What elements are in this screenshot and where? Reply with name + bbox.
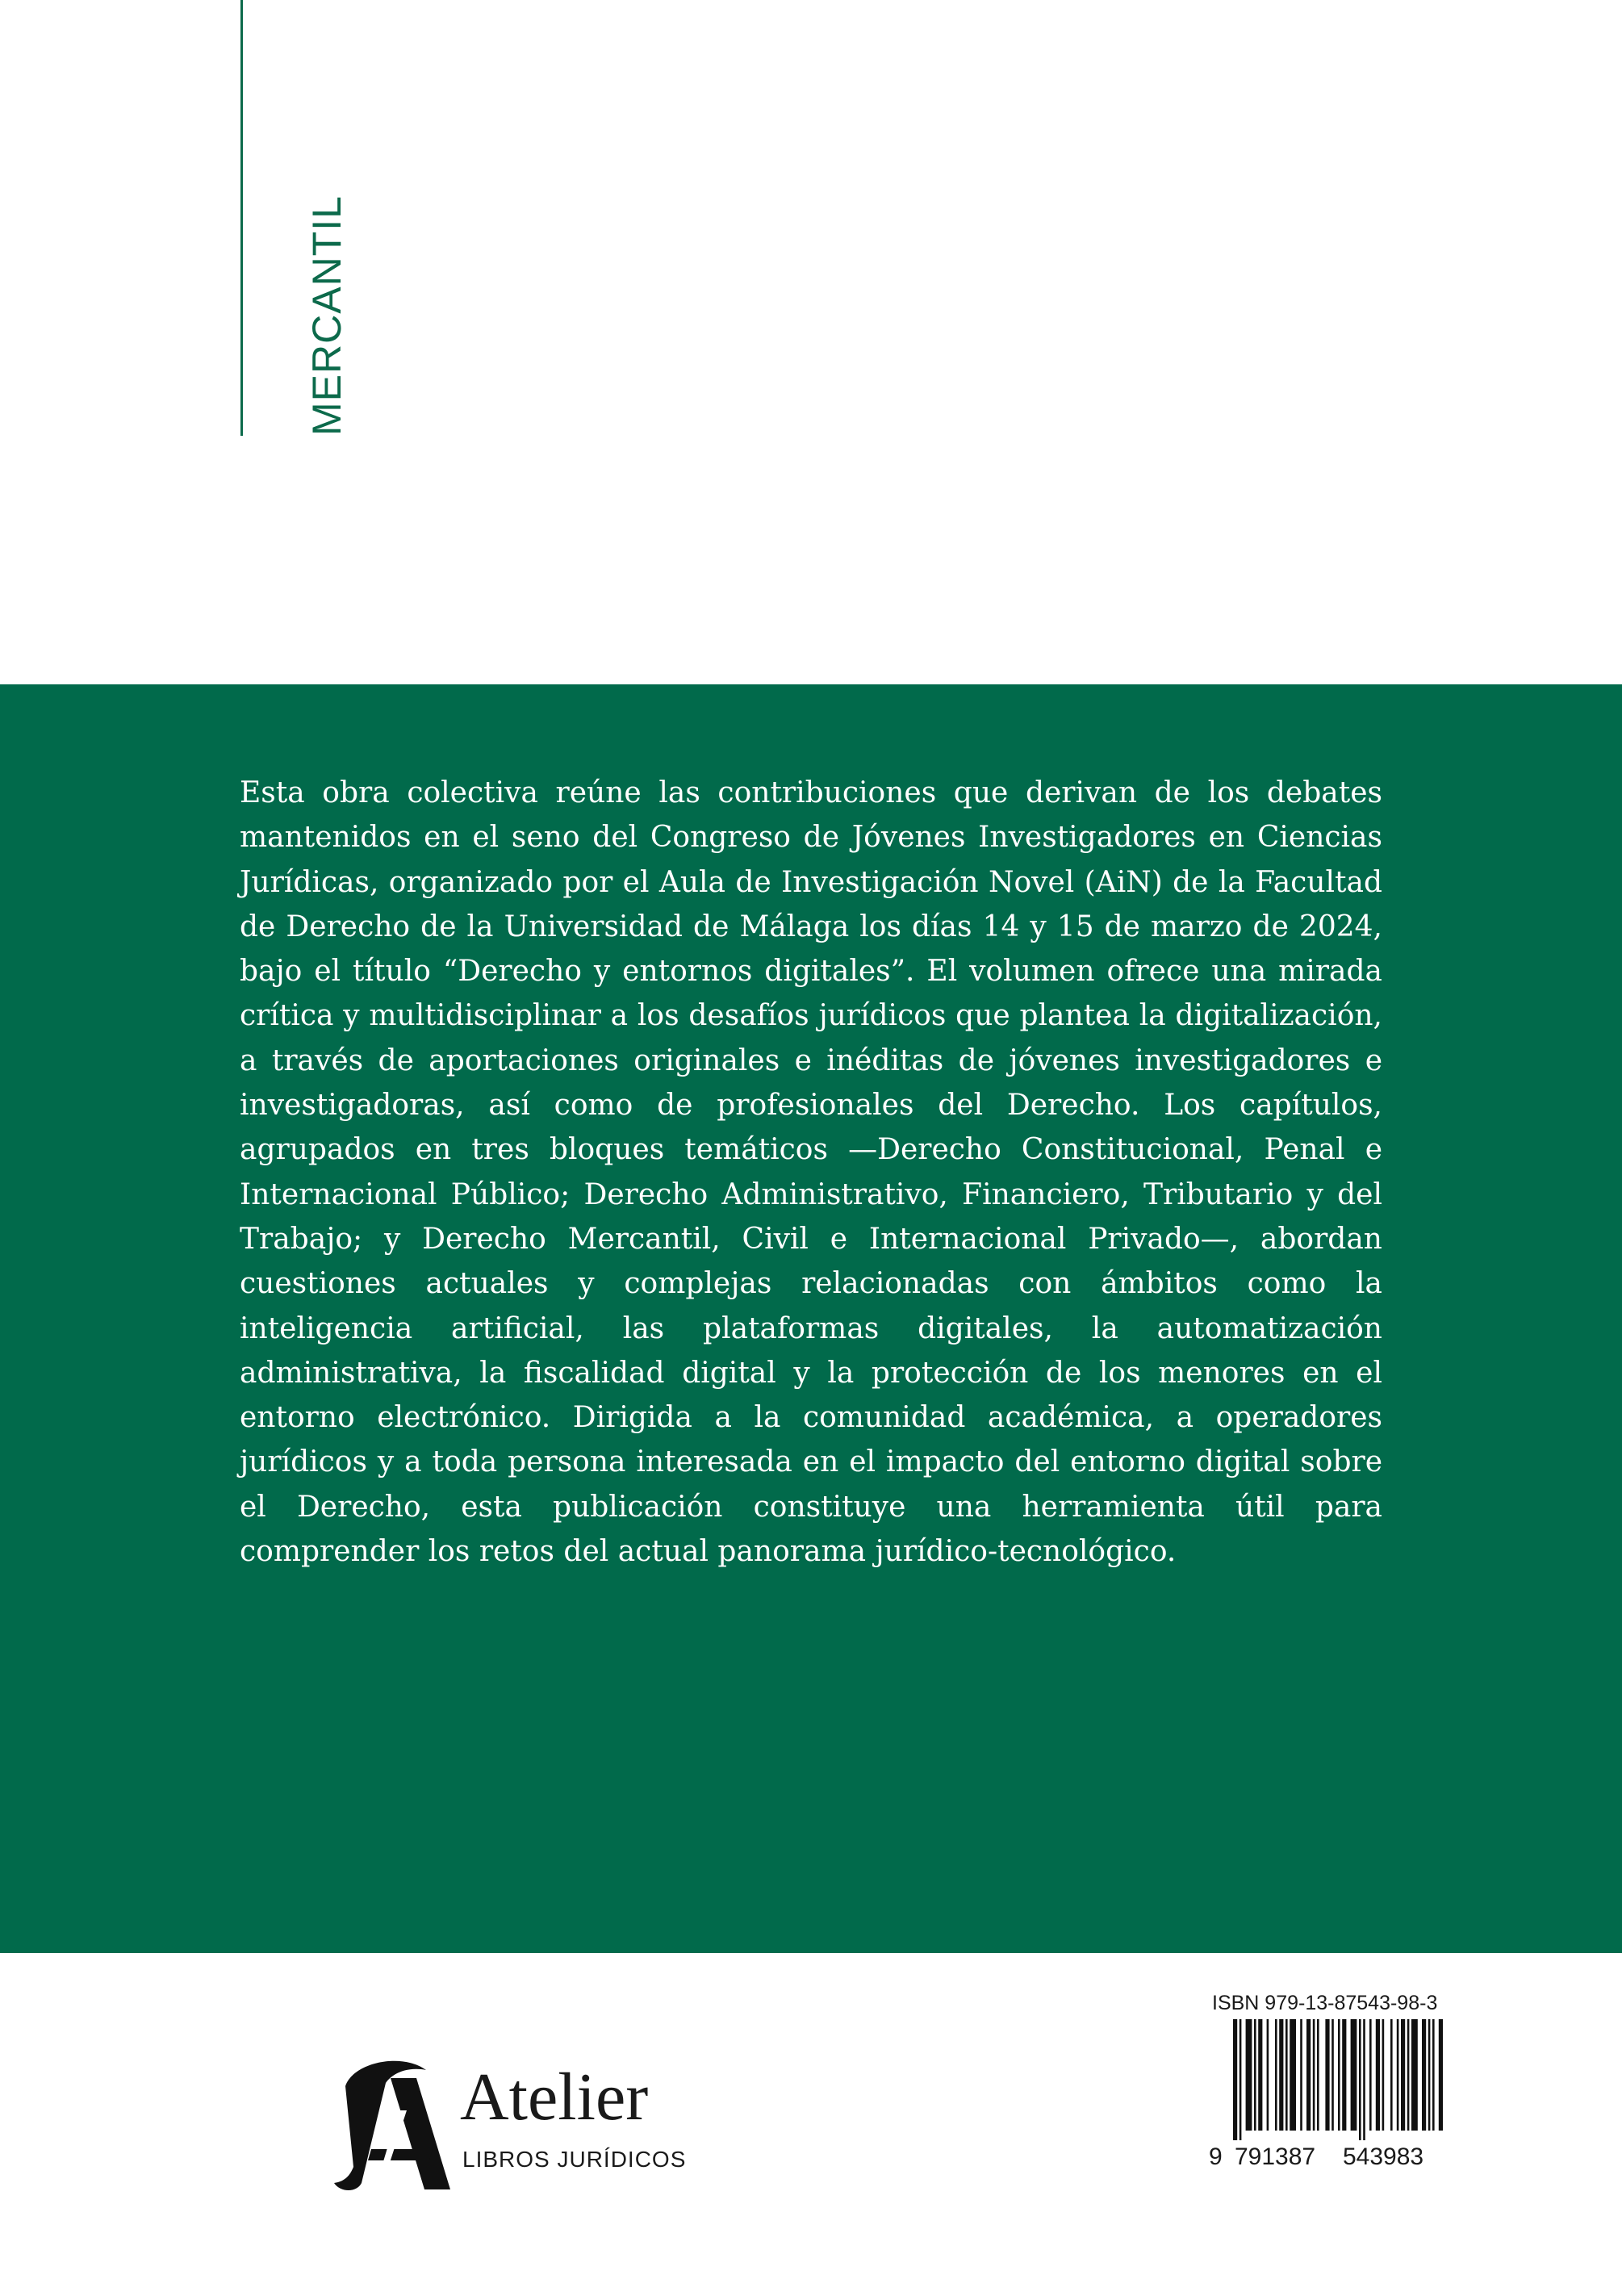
barcode-bar — [1432, 2019, 1435, 2131]
barcode-bar — [1279, 2019, 1283, 2131]
barcode-bar — [1407, 2019, 1410, 2131]
barcode-bar — [1267, 2019, 1269, 2131]
barcode-bar — [1359, 2019, 1361, 2140]
barcode-bar — [1338, 2019, 1340, 2131]
barcode-bar — [1317, 2019, 1319, 2131]
barcode-bar — [1306, 2019, 1311, 2131]
barcode-bar — [1363, 2019, 1365, 2140]
barcode-bar — [1239, 2019, 1242, 2140]
barcode-bar — [1401, 2019, 1405, 2131]
isbn-label: ISBN 979-13-87543-98-3 — [1212, 1992, 1438, 2014]
barcode-bar — [1254, 2019, 1256, 2131]
barcode-bar — [1351, 2019, 1357, 2131]
spine-rule — [240, 0, 243, 436]
barcode-lead-digit: 9 — [1209, 2143, 1223, 2170]
barcode-bar — [1290, 2019, 1296, 2131]
barcode-bar — [1331, 2019, 1334, 2131]
barcode-bar — [1342, 2019, 1346, 2131]
stylized-letter-a-logo-icon — [329, 2054, 458, 2199]
barcode-bar — [1382, 2019, 1385, 2131]
publisher-logo — [329, 2054, 692, 2199]
barcode-bar — [1390, 2019, 1393, 2131]
barcode-bar — [1411, 2019, 1418, 2131]
collection-label: MERCANTIL — [304, 195, 349, 436]
barcode-bar — [1439, 2019, 1443, 2131]
barcode-bar — [1428, 2019, 1431, 2131]
publisher-tagline: LIBROS JURÍDICOS — [462, 2147, 687, 2172]
barcode-icon — [1209, 2019, 1443, 2140]
barcode-bar — [1376, 2019, 1380, 2131]
barcode-bar — [1233, 2019, 1237, 2140]
barcode-left-digits: 791387 — [1235, 2143, 1316, 2170]
publisher-name: Atelier — [460, 2060, 649, 2135]
barcode-bar — [1285, 2019, 1288, 2131]
barcode-bar — [1300, 2019, 1302, 2131]
barcode-bar — [1369, 2019, 1372, 2131]
barcode-bar — [1397, 2019, 1399, 2131]
barcode-right-digits: 543983 — [1343, 2143, 1424, 2170]
barcode-bar — [1258, 2019, 1262, 2131]
isbn-barcode-block — [1209, 1992, 1443, 2177]
barcode-bar — [1422, 2019, 1426, 2131]
barcode-bar — [1275, 2019, 1277, 2131]
barcode-bar — [1313, 2019, 1315, 2131]
barcode-bar — [1246, 2019, 1252, 2131]
book-description: Esta obra colectiva reúne las contribuciones que derivan de los debates mantenidos en el seno del Congreso de Jóvenes Investigadores en Ciencias Jurídicas, organizado por el Aula de Investigación Novel (AiN) de la Facultad de Derecho de la Universidad de Málaga los días 14 y 15 de marzo de 2024, bajo el título “Derecho y entornos digitales”. El volumen ofrece una mirada crítica y multidisciplinar a los desafíos jurídicos que plantea la digitalización, a través de aportaciones originales e inéditas de jóvenes investigadores e investigadoras, así como de profesionales del Derecho. Los capítulos, agrupados en tres bloques temáticos —Derecho Constitucional, Penal e Internacional Público; Derecho Administrativo, Financiero, Tributario y del Trabajo; y Derecho Mercantil, Civil e Internacional Privado—, abordan cuestiones actuales y complejas relacionadas con ámbitos como la inteligencia artificial, las plataformas digitales, la automatización administrativa, la fiscalidad digital y la protección de los menores en el entorno electrónico. Dirigida a la comunidad académica, a operadores jurídicos y a toda persona interesada en el impacto del entorno digital sobre el Derecho, esta publicación constituye una herramienta útil para comprender los retos del actual panorama jurídico-tecnológico. — [240, 776, 1382, 1569]
barcode-bar — [1325, 2019, 1329, 2131]
